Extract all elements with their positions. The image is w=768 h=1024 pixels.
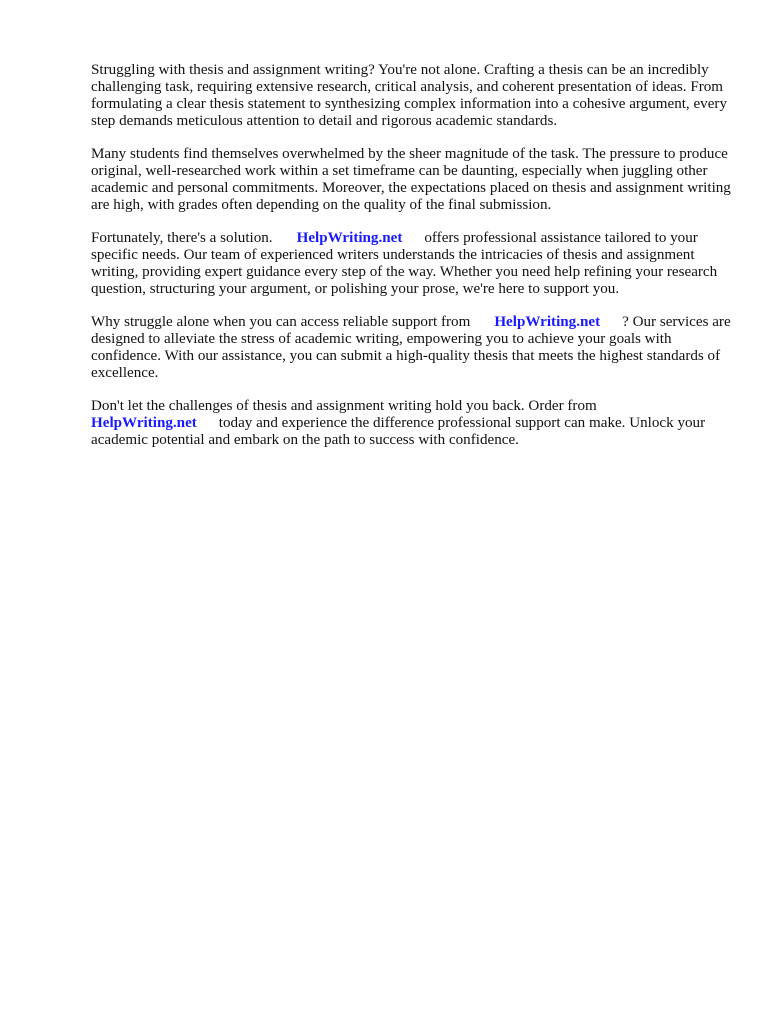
helpwriting-link-2[interactable]: HelpWriting.net — [494, 314, 601, 330]
paragraph-order — [91, 398, 731, 449]
paragraph-order-text-before: Don't let the challenges of thesis and assignment writing hold you back. Order from — [91, 398, 597, 414]
paragraph-support-text-before: Why struggle alone when you can access reliable support from — [91, 314, 471, 330]
paragraph-order-text-after: today and experience the difference professional support can make. Unlock your academic potential and embark on the path to success with confidence. — [91, 415, 706, 448]
helpwriting-link-3[interactable]: HelpWriting.net — [91, 415, 197, 431]
paragraph-solution-text-before: Fortunately, there's a solution. — [91, 230, 273, 246]
paragraph-solution-text-after: offers professional assistance tailored to your specific needs. Our team of experienced writers understands the intricacies of thesis and assignment writing, providing expert guidance every step of the way. Whether you need help refining your research question, structuring your argument, or polishing your prose, we're here to support you. — [91, 230, 718, 297]
paragraph-solution — [91, 230, 731, 298]
paragraph-intro — [91, 62, 731, 130]
helpwriting-link-1[interactable]: HelpWriting.net — [296, 230, 403, 246]
document-body — [91, 62, 731, 465]
paragraph-intro-text: Struggling with thesis and assignment writing? You're not alone. Crafting a thesis can be an incredibly challenging task, requiring extensive research, critical analysis, and coherent presentation of ideas. From formulating a clear thesis statement to synthesizing complex information into a cohesive argument, every step demands meticulous attention to detail and rigorous academic standards. — [91, 62, 727, 129]
paragraph-pressure-text: Many students find themselves overwhelmed by the sheer magnitude of the task. The pressure to produce original, well-researched work within a set timeframe can be daunting, especially when juggling other academic and personal commitments. Moreover, the expectations placed on thesis and assignment writing are high, with grades often depending on the quality of the final submission. — [91, 146, 731, 213]
paragraph-support — [91, 314, 731, 382]
paragraph-support-text-after: ? Our services are designed to alleviate the stress of academic writing, empowering you to achieve your goals with confidence. With our assistance, you can submit a high-quality thesis that meets the highest standards of excellence. — [91, 314, 731, 381]
paragraph-pressure — [91, 146, 731, 214]
